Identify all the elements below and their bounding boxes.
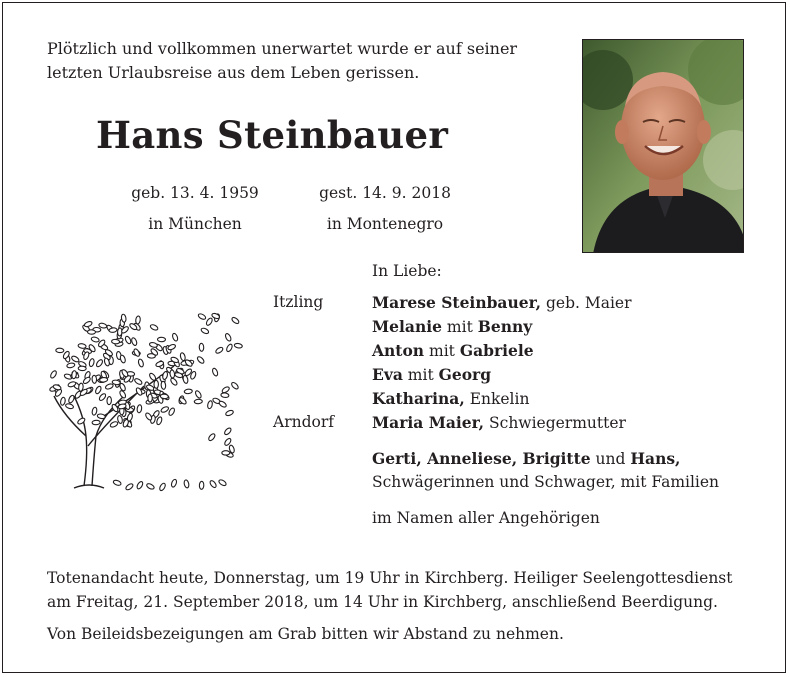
leaf-icon — [56, 348, 64, 353]
leaf-icon — [196, 356, 205, 365]
mourner-line — [372, 413, 626, 432]
leaf-icon — [197, 313, 206, 321]
leaf-icon — [60, 397, 66, 406]
leaf-icon — [107, 396, 112, 404]
siblings-description: Schwägerinnen und Schwager, mit Familien — [372, 473, 720, 491]
leaf-icon — [148, 394, 152, 402]
closing-line: im Namen aller Angehörigen — [372, 509, 600, 527]
leaf-icon — [89, 358, 95, 367]
portrait-illustration — [583, 40, 744, 253]
mourner-partner: Gabriele — [459, 341, 534, 360]
notice-line-3: Von Beileidsbezeigungen am Grab bitten wir Abstand zu nehmen. — [47, 625, 564, 643]
leaf-icon — [209, 480, 217, 489]
leaf-icon — [119, 355, 126, 364]
leaf-icon — [156, 416, 163, 425]
leaf-icon — [95, 359, 103, 368]
leaf-icon — [113, 479, 122, 486]
leaf-icon — [172, 333, 179, 342]
intro-line-1: Plötzlich und vollkommen unerwartet wurde er auf seiner — [47, 39, 518, 58]
siblings-name-last: Hans, — [630, 449, 681, 468]
mourner-line — [372, 293, 632, 312]
leaf-icon — [182, 375, 188, 384]
leaf-icon — [127, 413, 134, 422]
leaf-icon — [119, 390, 127, 399]
death-place: in Montenegro — [326, 215, 444, 233]
leaf-icon — [223, 427, 232, 436]
leaf-icon — [50, 370, 58, 379]
leaf-icon — [194, 390, 202, 399]
mourner-partner: Georg — [438, 365, 492, 384]
leaf-icon — [218, 400, 227, 408]
leaf-icon — [167, 343, 176, 350]
leaf-icon — [133, 348, 141, 357]
leaf-icon — [124, 335, 132, 344]
leaf-icon — [145, 412, 153, 421]
leaf-icon — [137, 405, 143, 414]
notice-line-2: am Freitag, 21. September 2018, um 14 Uhr in Kirchberg, anschließend Beerdigung. — [47, 593, 718, 611]
mourner-name: Katharina, — [372, 389, 465, 408]
leaf-icon — [109, 421, 118, 428]
leaf-icon — [105, 383, 114, 390]
leaf-icon — [154, 380, 159, 388]
leaf-icon — [207, 400, 213, 409]
leaf-icon — [234, 343, 243, 349]
leaf-icon — [180, 352, 186, 361]
place-arndorf: Arndorf — [273, 413, 334, 431]
leaf-icon — [160, 406, 169, 414]
leaf-icon — [148, 372, 156, 381]
tree-icon — [44, 286, 244, 496]
leaf-icon — [218, 479, 227, 487]
leaf-icon — [134, 377, 143, 385]
leaf-icon — [225, 409, 234, 416]
mourner-note: mit — [424, 342, 460, 360]
leaf-icon — [87, 330, 95, 335]
leaf-icon — [199, 343, 204, 351]
mourner-line — [372, 317, 532, 336]
intro-text — [47, 37, 567, 85]
leaf-icon — [99, 377, 107, 382]
leaf-icon — [161, 381, 166, 389]
leaf-icon — [231, 316, 240, 324]
leaf-icon — [146, 483, 155, 491]
leaf-icon — [200, 327, 209, 334]
leaf-icon — [65, 403, 74, 409]
tree-illustration — [44, 286, 244, 496]
mourner-name: Marese Steinbauer, — [372, 293, 542, 312]
leaf-icon — [170, 370, 175, 379]
leaf-icon — [68, 395, 75, 404]
siblings-und: und — [590, 450, 631, 468]
leaf-icon — [183, 480, 189, 489]
mourner-note: mit — [441, 318, 478, 336]
leaf-icon — [131, 337, 138, 346]
leaf-icon — [84, 321, 93, 328]
service-notices — [47, 566, 752, 646]
leaf-icon — [111, 339, 119, 344]
mourner-name: Melanie — [372, 317, 442, 336]
leaf-icon — [109, 327, 117, 332]
leaf-icon — [66, 362, 75, 368]
leaf-icon — [92, 407, 98, 416]
leaf-icon — [205, 317, 213, 326]
mourner-line — [372, 365, 491, 384]
leaf-icon — [78, 343, 87, 349]
leaf-icon — [97, 413, 106, 419]
leaf-icon — [224, 333, 232, 342]
leaf-icon — [78, 366, 86, 371]
mourners-heading: In Liebe: — [372, 262, 442, 280]
mourner-line — [372, 341, 534, 360]
leaf-icon — [222, 451, 230, 455]
leaf-icon — [170, 377, 179, 386]
mourner-partner: Benny — [477, 317, 533, 336]
birth-place: in München — [148, 215, 242, 233]
birth-info — [110, 178, 280, 240]
leaf-icon — [194, 399, 202, 404]
leaf-icon — [98, 393, 107, 402]
leaf-icon — [162, 371, 168, 380]
leaf-icon — [160, 394, 168, 399]
birth-date: geb. 13. 4. 1959 — [131, 184, 259, 202]
mourner-line — [372, 389, 529, 408]
leaf-icon — [211, 312, 220, 319]
leaf-icon — [71, 355, 80, 363]
mourner-name: Eva — [372, 365, 403, 384]
leaf-icon — [184, 389, 192, 394]
leaf-icon — [92, 375, 97, 383]
leaf-icon — [82, 376, 91, 385]
leaf-icon — [125, 483, 134, 491]
leaf-icon — [157, 337, 165, 342]
place-itzling: Itzling — [273, 293, 324, 311]
leaf-icon — [136, 481, 144, 490]
leaf-icon — [91, 336, 100, 342]
leaf-icon — [92, 420, 100, 425]
leaf-icon — [171, 479, 178, 488]
leaf-icon — [71, 370, 76, 379]
leaf-icon — [212, 368, 219, 377]
portrait-photo — [582, 39, 744, 253]
intro-line-2: letzten Urlaubsreise aus dem Leben gerissen. — [47, 63, 420, 82]
siblings-line — [372, 449, 680, 468]
mourner-name: Anton — [372, 341, 425, 360]
death-info — [300, 178, 470, 240]
mourner-note: Enkelin — [464, 390, 530, 408]
leaf-icon — [149, 342, 158, 348]
mourner-note: Schwiegermutter — [484, 414, 626, 432]
leaf-icon — [138, 359, 145, 368]
mourner-note: mit — [402, 366, 439, 384]
death-date: gest. 14. 9. 2018 — [319, 184, 451, 202]
mourner-name: Maria Maier, — [372, 413, 485, 432]
leaf-icon — [199, 481, 204, 489]
leaf-icon — [159, 482, 167, 491]
leaf-icon — [150, 324, 159, 331]
leaf-icon — [94, 385, 102, 394]
siblings-names: Gerti, Anneliese, Brigitte — [372, 449, 591, 468]
notice-line-1: Totenandacht heute, Donnerstag, um 19 Uhr in Kirchberg. Heiliger Seelengottesdienst — [47, 569, 733, 587]
mourner-note: geb. Maier — [541, 294, 632, 312]
deceased-name: Hans Steinbauer — [96, 113, 449, 157]
leaf-icon — [215, 346, 224, 354]
leaf-icon — [226, 343, 234, 352]
leaf-icon — [208, 433, 217, 442]
leaf-icon — [221, 393, 229, 398]
leaf-icon — [230, 381, 239, 390]
